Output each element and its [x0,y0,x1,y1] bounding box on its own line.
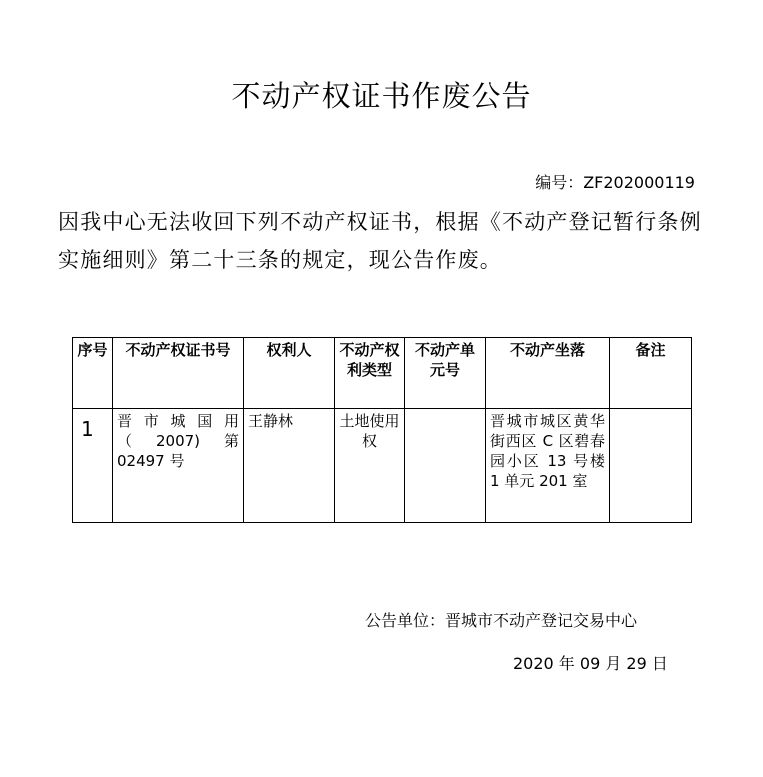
cell-location: 晋城市城区黄华街西区 C 区碧春园小区 13 号楼 1 单元 201 室 [486,409,610,523]
table-header-row [73,338,692,409]
cell-cert-no: 晋市城国用（2007)第 02497 号 [113,409,244,523]
cell-unit-no [405,409,486,523]
header-seq: 序号 [73,338,113,409]
page-title: 不动产权证书作废公告 [231,79,532,113]
header-location: 不动产坐落 [486,338,610,409]
document-number: 编号：ZF202000119 [535,173,695,192]
header-remark: 备注 [610,338,692,409]
header-cert-no: 不动产权证书号 [113,338,244,409]
notice-body: 因我中心无法收回下列不动产权证书，根据《不动产登记暂行条例实施细则》第二十三条的规定，现公告作废。 [58,210,702,272]
cell-seq: 1 [73,409,113,523]
notice-table [72,337,692,523]
issuing-unit: 公告单位：晋城市不动产登记交易中心 [365,611,638,630]
cell-remark [610,409,692,523]
header-right-type: 不动产权利类型 [335,338,405,409]
cell-right-type: 土地使用权 [335,409,405,523]
cell-owner: 王静林 [244,409,335,523]
header-owner: 权利人 [244,338,335,409]
header-unit-no: 不动产单元号 [405,338,486,409]
notice-date: 2020 年 09 月 29 日 [513,654,668,673]
table-row [73,409,692,523]
